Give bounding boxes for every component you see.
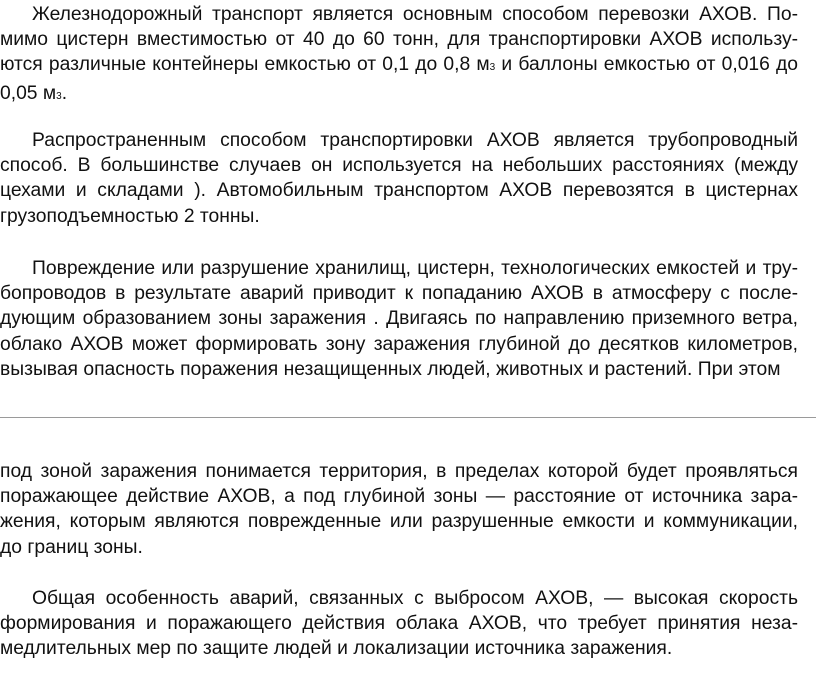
- paragraph-rail-transport: [0, 2, 798, 109]
- paragraph-rail-transport-end: .: [61, 82, 68, 104]
- unit-superscript-1: 3: [489, 62, 496, 74]
- unit-superscript-2: 3: [56, 90, 62, 102]
- page-break-divider: [0, 417, 816, 418]
- paragraph-pipeline-transport: Распространенным способом транспортировки АХОВ является трубопроводный способ. В большинстве случаев он используется на небольших расстояниях (между цехами и складами ). Автомобильным транспортом АХОВ перевозятся в цистернах грузоподъемностью 2 тонны.: [0, 130, 798, 227]
- paragraph-rail-transport-text: Железнодорожный транспорт является основным способом перевозки АХОВ. По-мимо цистерн вместимостью от 40 до 60 тонн, для транспортировки АХОВ использу-ются различные контейнеры емкостью от 0,1 до 0,8 м: [0, 4, 798, 76]
- paragraph-zone-definition: под зоной заражения понимается территория, в пределах которой будет проявляться поражающее действие АХОВ, а под глубиной зоны — расстояние от источника зара-жения, которым являются поврежденные или разрушенные емкости и коммуникации, до границ зоны.: [0, 461, 798, 558]
- paragraph-rail-transport-middle: и баллоны емкостью от 0,016 до 0,05 м: [0, 54, 799, 104]
- paragraph-damage-consequences: Повреждение или разрушение хранилищ, цистерн, технологических емкостей и тру-бопроводов в результате аварий приводит к попаданию АХОВ в атмосферу с после-дующим образованием зоны заражения . Двигаясь по направлению приземного ветра, облако АХОВ может формировать зону заражения глубиной до десятков километров, вызывая опасность поражения незащищенных людей, животных и растений. При этом: [0, 258, 798, 380]
- paragraph-accident-features: Общая особенность аварий, связанных с выбросом АХОВ, — высокая скорость формирования и поражающего действия облака АХОВ, что требует принятия неза-медлительных мер по защите людей и локализации источника заражения.: [0, 588, 798, 660]
